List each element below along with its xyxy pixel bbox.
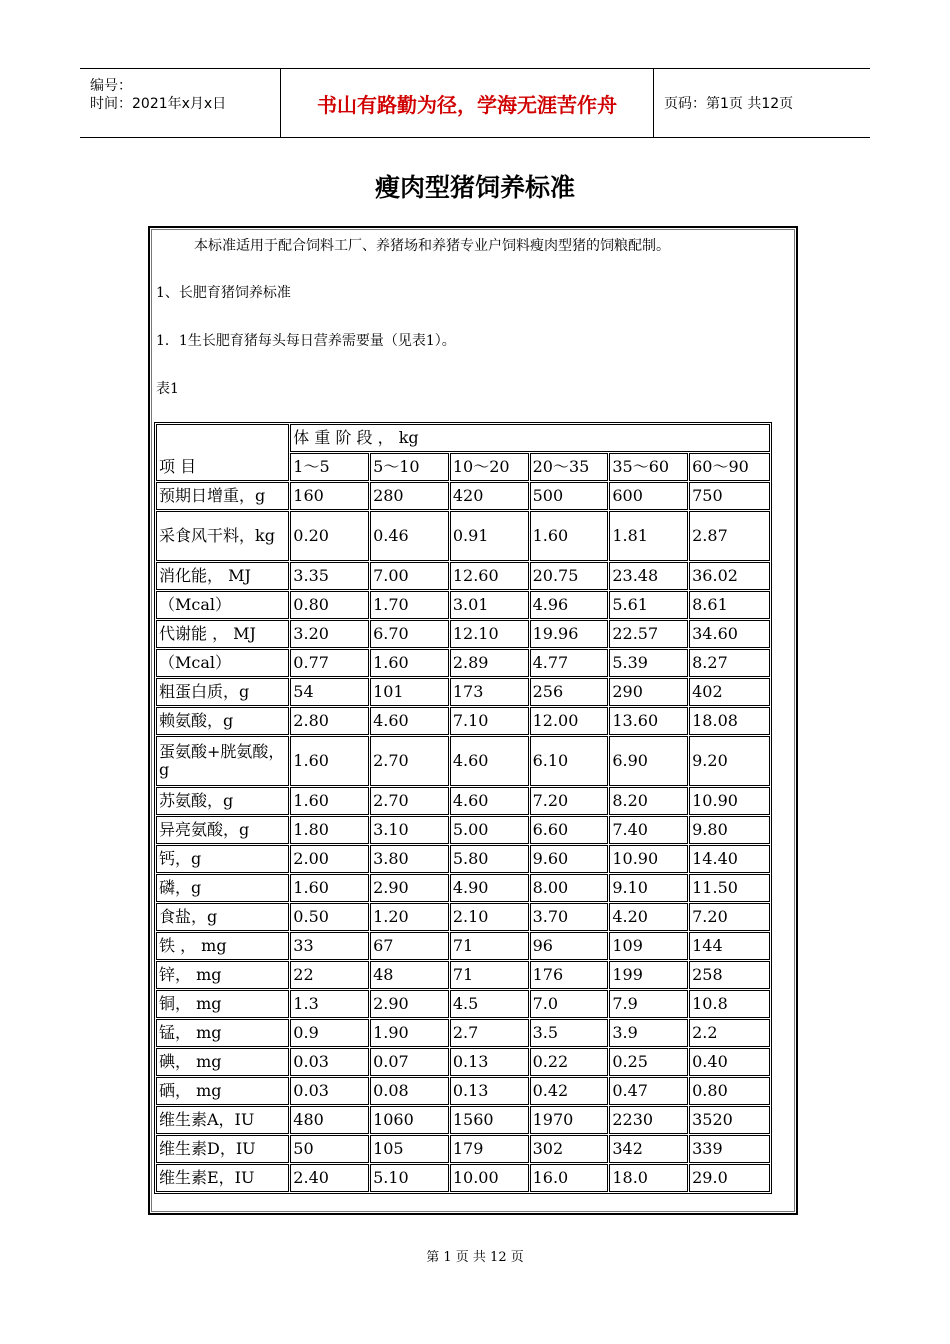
- table-row: [156, 620, 770, 648]
- table-cell: 1.60: [290, 736, 369, 786]
- section-heading: 1、长肥育猪饲养标准: [156, 285, 291, 301]
- table-row: [156, 562, 770, 590]
- table-cell: 7.9: [609, 990, 688, 1018]
- table-cell: 1.70: [370, 591, 449, 619]
- table-cell: 22.57: [609, 620, 688, 648]
- table-cell: 10.8: [689, 990, 770, 1018]
- table-row: [156, 707, 770, 735]
- table-cell: 480: [290, 1106, 369, 1134]
- table-cell: 420: [450, 482, 529, 510]
- table-cell: 7.20: [689, 903, 770, 931]
- stage-header: 10～20: [450, 453, 529, 481]
- table-cell: 6.10: [530, 736, 609, 786]
- table-cell: 10.90: [689, 787, 770, 815]
- stage-header: 5～10: [370, 453, 449, 481]
- table-cell: 23.48: [609, 562, 688, 590]
- table-cell: 20.75: [530, 562, 609, 590]
- document-title: 瘦肉型猪饲养标准: [374, 173, 575, 202]
- row-label: 维生素A，IU: [156, 1106, 289, 1134]
- content-box: [148, 226, 798, 1215]
- table-cell: 7.00: [370, 562, 449, 590]
- table-cell: 5.00: [450, 816, 529, 844]
- table-cell: 13.60: [609, 707, 688, 735]
- row-label: 粗蛋白质，g: [156, 678, 289, 706]
- table-cell: 14.40: [689, 845, 770, 873]
- table-cell: 5.39: [609, 649, 688, 677]
- table-cell: 280: [370, 482, 449, 510]
- table-cell: 2.2: [689, 1019, 770, 1047]
- table-cell: 71: [450, 961, 529, 989]
- table-cell: 71: [450, 932, 529, 960]
- row-label: 锰， mg: [156, 1019, 289, 1047]
- table-cell: 5.61: [609, 591, 688, 619]
- table-cell: 1.81: [609, 511, 688, 561]
- page-footer: 第 1 页 共 12 页: [426, 1250, 524, 1265]
- table-row: [156, 482, 770, 510]
- table-cell: 6.90: [609, 736, 688, 786]
- table-cell: 22: [290, 961, 369, 989]
- table-cell: 2.7: [450, 1019, 529, 1047]
- subsection-heading: 1．1生长肥育猪每头每日营养需要量（见表1）。: [156, 333, 456, 349]
- number-label: 编号：: [90, 78, 132, 94]
- table-row: [156, 903, 770, 931]
- row-label: 维生素D，IU: [156, 1135, 289, 1163]
- table-row: [156, 1077, 770, 1105]
- table-cell: 1.20: [370, 903, 449, 931]
- page-header: [80, 68, 870, 138]
- table-cell: 12.10: [450, 620, 529, 648]
- table-row: [156, 1135, 770, 1163]
- table-cell: 10.00: [450, 1164, 529, 1192]
- table-cell: 54: [290, 678, 369, 706]
- row-label: 铜， mg: [156, 990, 289, 1018]
- table-cell: 7.20: [530, 787, 609, 815]
- row-label: 食盐，g: [156, 903, 289, 931]
- row-label: 异亮氨酸，g: [156, 816, 289, 844]
- row-label: 碘， mg: [156, 1048, 289, 1076]
- table-cell: 1.60: [370, 649, 449, 677]
- row-label: 蛋氨酸+胱氨酸，g: [156, 736, 289, 786]
- row-label: 预期日增重，g: [156, 482, 289, 510]
- table-cell: 8.27: [689, 649, 770, 677]
- table-cell: 0.50: [290, 903, 369, 931]
- table-row: [156, 1048, 770, 1076]
- table-cell: 4.77: [530, 649, 609, 677]
- table-row: [156, 1106, 770, 1134]
- table-cell: 402: [689, 678, 770, 706]
- table-cell: 109: [609, 932, 688, 960]
- table-cell: 2.89: [450, 649, 529, 677]
- table-cell: 0.47: [609, 1077, 688, 1105]
- table-cell: 1.3: [290, 990, 369, 1018]
- table-cell: 176: [530, 961, 609, 989]
- table-cell: 7.0: [530, 990, 609, 1018]
- table-cell: 3520: [689, 1106, 770, 1134]
- table-row: [156, 845, 770, 873]
- table-cell: 12.00: [530, 707, 609, 735]
- table-cell: 179: [450, 1135, 529, 1163]
- table-cell: 3.10: [370, 816, 449, 844]
- table-cell: 0.13: [450, 1048, 529, 1076]
- table-cell: 2.40: [290, 1164, 369, 1192]
- table-cell: 11.50: [689, 874, 770, 902]
- table-row: [156, 511, 770, 561]
- table-row: [156, 736, 770, 786]
- table-cell: 1970: [530, 1106, 609, 1134]
- row-label: 维生素E，IU: [156, 1164, 289, 1192]
- table-cell: 0.03: [290, 1077, 369, 1105]
- table-cell: 2.70: [370, 787, 449, 815]
- row-label: 采食风干料，kg: [156, 511, 289, 561]
- table-cell: 2230: [609, 1106, 688, 1134]
- table-cell: 10.90: [609, 845, 688, 873]
- item-header: 项 目: [156, 424, 289, 481]
- table-cell: 0.22: [530, 1048, 609, 1076]
- table-cell: 7.10: [450, 707, 529, 735]
- row-label: 磷，g: [156, 874, 289, 902]
- table-cell: 256: [530, 678, 609, 706]
- table-cell: 1060: [370, 1106, 449, 1134]
- table-cell: 8.61: [689, 591, 770, 619]
- header-motto: 书山有路勤为径，学海无涯苦作舟: [281, 69, 654, 137]
- table-cell: 0.77: [290, 649, 369, 677]
- table-cell: 34.60: [689, 620, 770, 648]
- row-label: 赖氨酸，g: [156, 707, 289, 735]
- table-header-row: [156, 424, 770, 452]
- table-cell: 12.60: [450, 562, 529, 590]
- table-cell: 0.40: [689, 1048, 770, 1076]
- weight-stage-header: 体 重 阶 段 ， kg: [290, 424, 770, 452]
- table-cell: 9.10: [609, 874, 688, 902]
- table-row: [156, 874, 770, 902]
- table-cell: 2.87: [689, 511, 770, 561]
- stage-header: 20～35: [530, 453, 609, 481]
- table-cell: 33: [290, 932, 369, 960]
- page-info-text: 页码：第1页 共12页: [664, 96, 794, 112]
- nutrition-table: [154, 422, 772, 1194]
- table-cell: 1.90: [370, 1019, 449, 1047]
- table-cell: 4.60: [450, 736, 529, 786]
- table-cell: 8.20: [609, 787, 688, 815]
- table-cell: 67: [370, 932, 449, 960]
- table-cell: 173: [450, 678, 529, 706]
- table-cell: 342: [609, 1135, 688, 1163]
- table-cell: 0.07: [370, 1048, 449, 1076]
- table-cell: 8.00: [530, 874, 609, 902]
- table-cell: 0.46: [370, 511, 449, 561]
- header-page-info: [654, 69, 870, 137]
- table-cell: 2.90: [370, 874, 449, 902]
- row-label: 硒， mg: [156, 1077, 289, 1105]
- table-cell: 290: [609, 678, 688, 706]
- table-row: [156, 932, 770, 960]
- table-cell: 2.10: [450, 903, 529, 931]
- table-cell: 18.0: [609, 1164, 688, 1192]
- table-cell: 302: [530, 1135, 609, 1163]
- table-cell: 3.9: [609, 1019, 688, 1047]
- table-cell: 9.60: [530, 845, 609, 873]
- table-row: [156, 1019, 770, 1047]
- table-cell: 0.91: [450, 511, 529, 561]
- table-cell: 258: [689, 961, 770, 989]
- table-cell: 9.20: [689, 736, 770, 786]
- table-cell: 6.70: [370, 620, 449, 648]
- table-cell: 16.0: [530, 1164, 609, 1192]
- table-cell: 4.60: [450, 787, 529, 815]
- table-cell: 0.9: [290, 1019, 369, 1047]
- table-row: [156, 591, 770, 619]
- header-meta: [80, 69, 281, 137]
- table-cell: 4.60: [370, 707, 449, 735]
- table-cell: 3.5: [530, 1019, 609, 1047]
- table-cell: 2.70: [370, 736, 449, 786]
- table-cell: 5.10: [370, 1164, 449, 1192]
- table-cell: 3.80: [370, 845, 449, 873]
- content-box-inner: [151, 229, 795, 1212]
- stage-header: 60～90: [689, 453, 770, 481]
- table-cell: 3.70: [530, 903, 609, 931]
- table-cell: 339: [689, 1135, 770, 1163]
- row-label: （Mcal）: [156, 649, 289, 677]
- table-row: [156, 990, 770, 1018]
- table-cell: 3.35: [290, 562, 369, 590]
- table-cell: 0.13: [450, 1077, 529, 1105]
- table-cell: 0.20: [290, 511, 369, 561]
- table-cell: 105: [370, 1135, 449, 1163]
- table-cell: 3.20: [290, 620, 369, 648]
- table-label: 表1: [156, 381, 179, 397]
- table-cell: 1.80: [290, 816, 369, 844]
- table-cell: 29.0: [689, 1164, 770, 1192]
- table-row: [156, 816, 770, 844]
- table-row: [156, 649, 770, 677]
- table-cell: 36.02: [689, 562, 770, 590]
- stage-header: 1～5: [290, 453, 369, 481]
- table-cell: 18.08: [689, 707, 770, 735]
- row-label: 铁 ， mg: [156, 932, 289, 960]
- table-row: [156, 787, 770, 815]
- table-cell: 0.80: [290, 591, 369, 619]
- row-label: 钙，g: [156, 845, 289, 873]
- table-cell: 0.08: [370, 1077, 449, 1105]
- row-label: 消化能， MJ: [156, 562, 289, 590]
- row-label: 代谢能 ， MJ: [156, 620, 289, 648]
- table-cell: 4.96: [530, 591, 609, 619]
- time-label: 时间：2021年x月x日: [90, 96, 227, 112]
- table-cell: 4.90: [450, 874, 529, 902]
- table-cell: 144: [689, 932, 770, 960]
- table-cell: 2.00: [290, 845, 369, 873]
- table-cell: 4.5: [450, 990, 529, 1018]
- table-cell: 0.25: [609, 1048, 688, 1076]
- table-cell: 1.60: [290, 787, 369, 815]
- table-cell: 199: [609, 961, 688, 989]
- table-cell: 0.42: [530, 1077, 609, 1105]
- table-cell: 50: [290, 1135, 369, 1163]
- table-cell: 7.40: [609, 816, 688, 844]
- table-cell: 1560: [450, 1106, 529, 1134]
- table-row: [156, 1164, 770, 1192]
- table-cell: 48: [370, 961, 449, 989]
- row-label: （Mcal）: [156, 591, 289, 619]
- row-label: 锌， mg: [156, 961, 289, 989]
- table-cell: 96: [530, 932, 609, 960]
- table-cell: 6.60: [530, 816, 609, 844]
- table-cell: 4.20: [609, 903, 688, 931]
- table-cell: 2.90: [370, 990, 449, 1018]
- table-cell: 101: [370, 678, 449, 706]
- table-cell: 0.03: [290, 1048, 369, 1076]
- table-cell: 5.80: [450, 845, 529, 873]
- table-cell: 1.60: [530, 511, 609, 561]
- table-cell: 160: [290, 482, 369, 510]
- table-cell: 9.80: [689, 816, 770, 844]
- table-row: [156, 961, 770, 989]
- stage-header: 35～60: [609, 453, 688, 481]
- table-cell: 0.80: [689, 1077, 770, 1105]
- table-cell: 19.96: [530, 620, 609, 648]
- table-cell: 3.01: [450, 591, 529, 619]
- intro-paragraph: 本标准适用于配合饲料工厂、养猪场和养猪专业户饲料瘦肉型猪的饲粮配制。: [194, 238, 670, 254]
- table-row: [156, 678, 770, 706]
- table-cell: 2.80: [290, 707, 369, 735]
- table-cell: 750: [689, 482, 770, 510]
- table-cell: 500: [530, 482, 609, 510]
- row-label: 苏氨酸，g: [156, 787, 289, 815]
- table-cell: 600: [609, 482, 688, 510]
- table-cell: 1.60: [290, 874, 369, 902]
